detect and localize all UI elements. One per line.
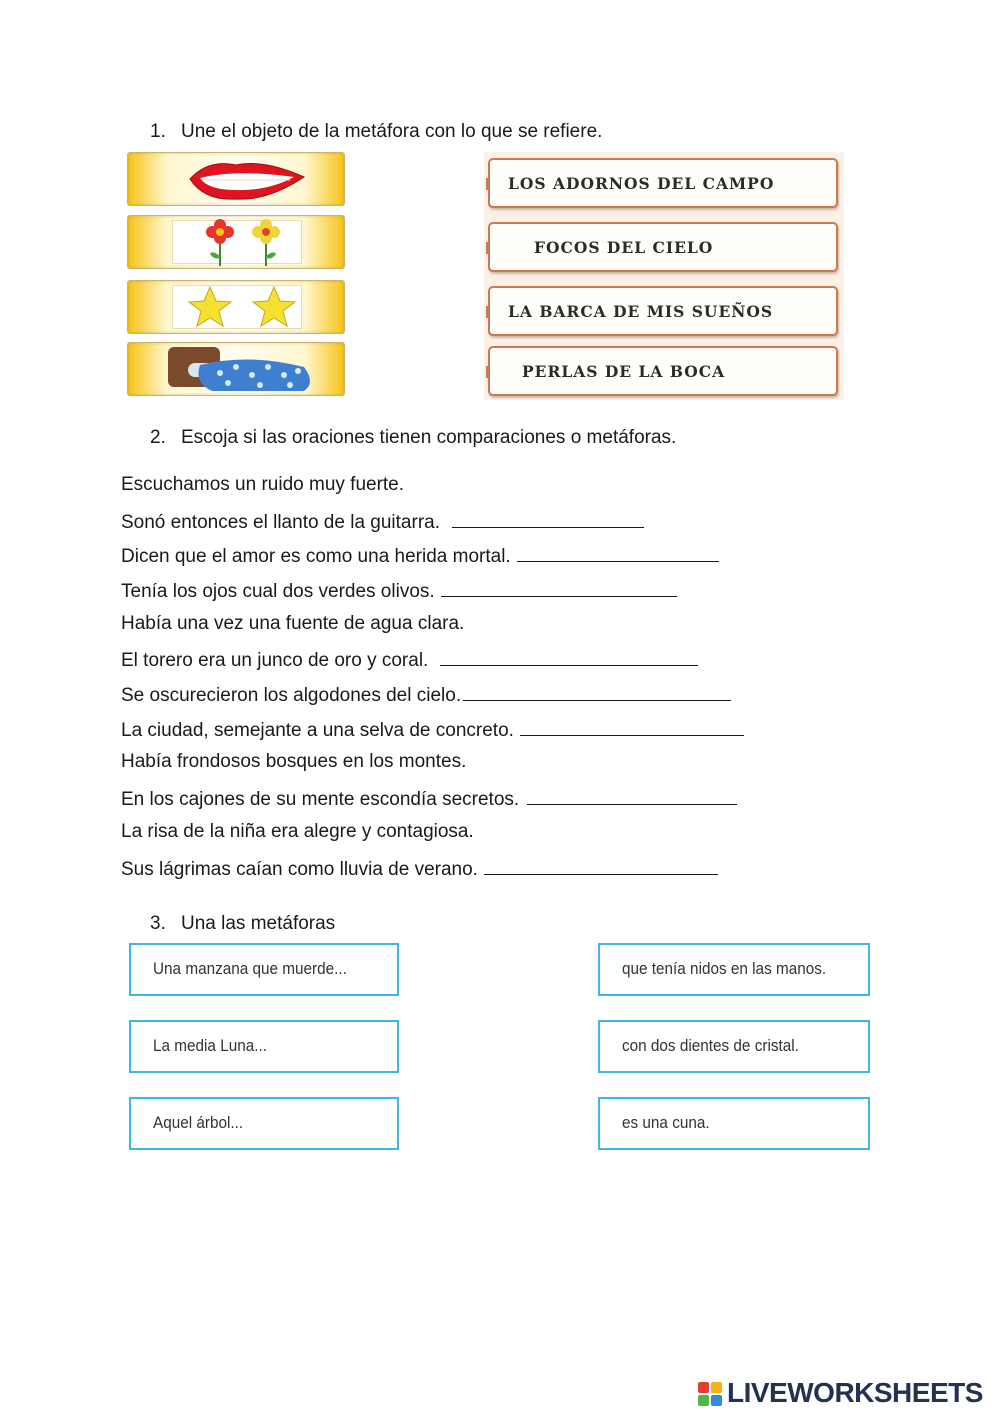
image-tile-bed[interactable] xyxy=(127,342,345,396)
section-3-number: 3. xyxy=(150,913,166,934)
phrase-text: LOS ADORNOS DEL CAMPO xyxy=(508,174,775,193)
answer-blank[interactable] xyxy=(452,509,644,528)
answer-blank[interactable] xyxy=(520,717,744,736)
sentence-9: Había frondosos bosques en los montes. xyxy=(121,751,467,772)
sentence-3: Dicen que el amor es como una herida mortal. xyxy=(121,543,719,568)
sentence-6: El torero era un junco de oro y coral. xyxy=(121,647,698,672)
sentence-12: Sus lágrimas caían como lluvia de verano. xyxy=(121,856,718,881)
phrase-text: LA BARCA DE MIS SUEÑOS xyxy=(508,302,774,321)
sentence-8: La ciudad, semejante a una selva de concreto. xyxy=(121,717,744,742)
logo-text: LIVEWORKSHEETS xyxy=(727,1377,983,1408)
bed-icon xyxy=(128,343,344,395)
answer-blank[interactable] xyxy=(527,786,737,805)
sentence-10: En los cajones de su mente escondía secretos. xyxy=(121,786,737,811)
phrase-box-3[interactable] xyxy=(488,286,838,336)
sentence-7: Se oscurecieron los algodones del cielo. xyxy=(121,682,731,707)
liveworksheets-logo xyxy=(697,1376,993,1410)
image-tile-flowers[interactable] xyxy=(127,215,345,269)
stars-icon xyxy=(128,281,344,333)
metaphor-end-box-1[interactable]: que tenía nidos en las manos. xyxy=(598,943,870,996)
answer-blank[interactable] xyxy=(517,543,719,562)
metaphor-end-box-2[interactable]: con dos dientes de cristal. xyxy=(598,1020,870,1073)
section-2-title-text: Escoja si las oraciones tienen comparaciones o metáforas. xyxy=(181,427,677,448)
section-1-title xyxy=(150,121,602,143)
sentence-2: Sonó entonces el llanto de la guitarra. xyxy=(121,509,644,534)
logo-squares-icon xyxy=(697,1380,725,1410)
section-2-title xyxy=(150,427,676,449)
section-2-number: 2. xyxy=(150,427,166,448)
flowers-icon xyxy=(128,216,344,268)
section-1-title-text: Une el objeto de la metáfora con lo que se refiere. xyxy=(181,121,603,142)
section-3-title-text: Una las metáforas xyxy=(181,913,336,934)
sentence-5: Había una vez una fuente de agua clara. xyxy=(121,613,465,634)
lips-icon xyxy=(128,153,344,205)
sentence-11: La risa de la niña era alegre y contagiosa. xyxy=(121,821,474,842)
sentence-4: Tenía los ojos cual dos verdes olivos. xyxy=(121,578,677,603)
metaphor-start-box-2[interactable]: La media Luna... xyxy=(129,1020,399,1073)
metaphor-end-box-3[interactable]: es una cuna. xyxy=(598,1097,870,1150)
section-3-title xyxy=(150,913,335,935)
answer-blank[interactable] xyxy=(440,647,698,666)
phrase-box-1[interactable] xyxy=(488,158,838,208)
answer-blank[interactable] xyxy=(463,682,731,701)
metaphor-start-box-3[interactable]: Aquel árbol... xyxy=(129,1097,399,1150)
phrase-text: FOCOS DEL CIELO xyxy=(534,238,714,257)
phrase-box-2[interactable] xyxy=(488,222,838,272)
metaphor-start-box-1[interactable]: Una manzana que muerde... xyxy=(129,943,399,996)
sentence-1: Escuchamos un ruido muy fuerte. xyxy=(121,474,405,495)
phrase-text: PERLAS DE LA BOCA xyxy=(522,362,726,381)
answer-blank[interactable] xyxy=(484,856,718,875)
answer-blank[interactable] xyxy=(441,578,677,597)
phrase-box-4[interactable] xyxy=(488,346,838,396)
image-tile-stars[interactable] xyxy=(127,280,345,334)
image-tile-lips[interactable] xyxy=(127,152,345,206)
section-1-number: 1. xyxy=(150,121,166,142)
